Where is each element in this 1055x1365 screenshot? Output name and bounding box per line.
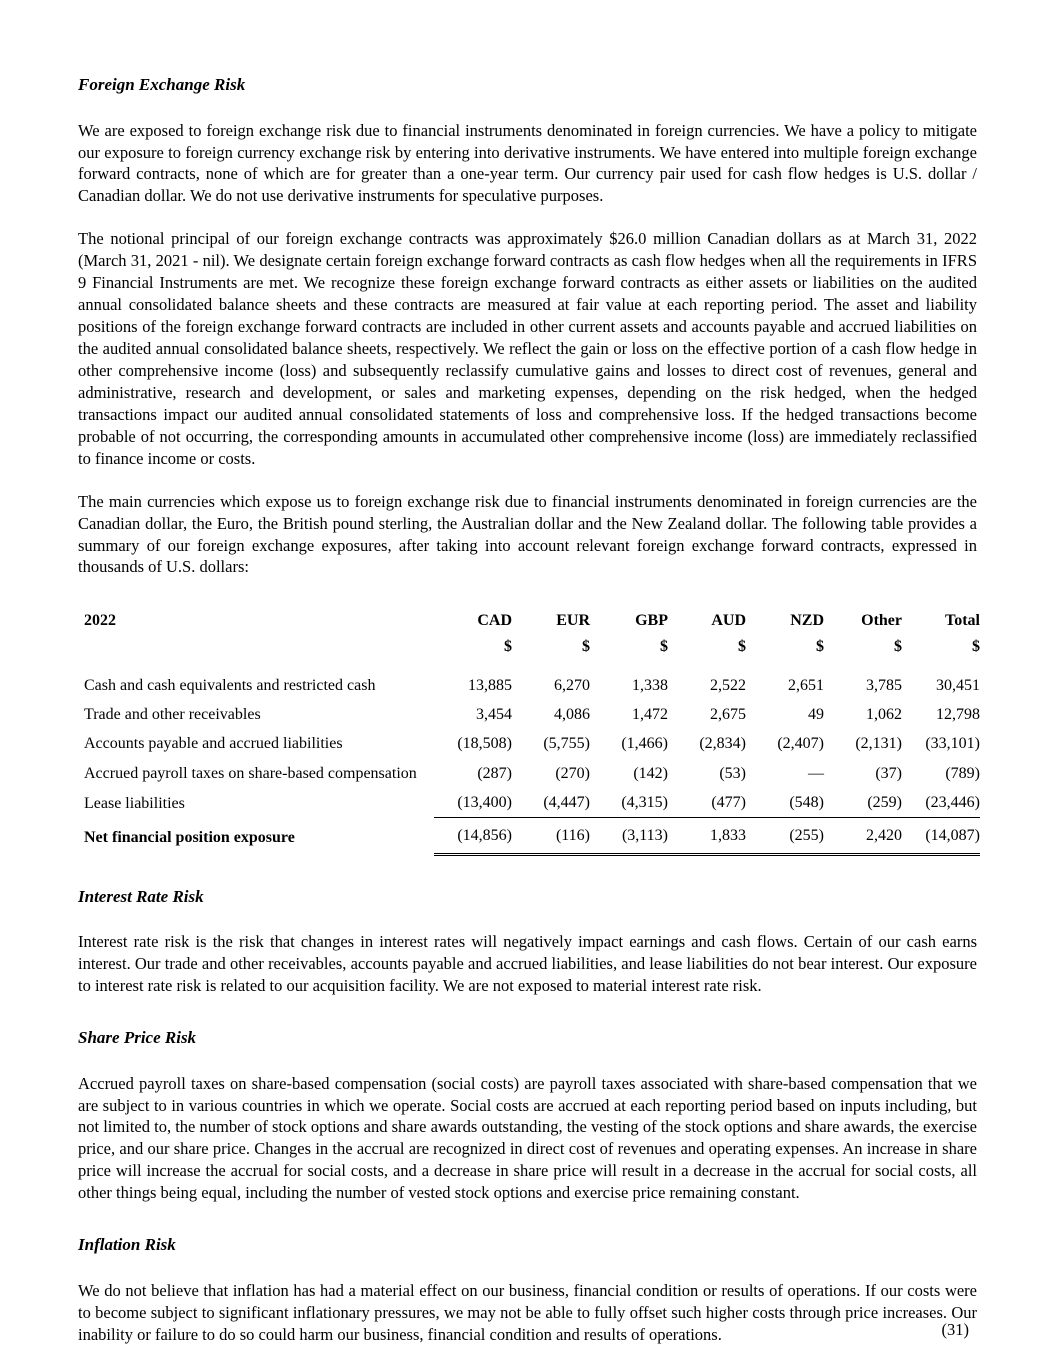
table-row-cash <box>78 671 980 700</box>
cell-value: (477) <box>668 788 746 818</box>
cell-value: 13,885 <box>468 676 512 694</box>
cell-value: (548) <box>746 788 824 818</box>
cell-value: (14,856) <box>434 818 512 854</box>
cell-value: — <box>808 764 824 782</box>
cell-value: (116) <box>512 818 590 854</box>
currency-symbol: $ <box>738 637 746 655</box>
cell-value: 2,522 <box>710 676 746 694</box>
cell-value: (270) <box>555 764 590 782</box>
cell-value: 49 <box>808 706 824 724</box>
cell-value: 2,420 <box>824 818 902 854</box>
currency-symbol: $ <box>972 637 980 655</box>
cell-value: (2,834) <box>699 735 746 753</box>
currency-symbol: $ <box>894 637 902 655</box>
table-currency-row <box>78 636 980 671</box>
column-header-nzd: NZD <box>790 612 824 630</box>
row-label: Accounts payable and accrued liabilities <box>84 735 343 753</box>
cell-value: (3,113) <box>590 818 668 854</box>
cell-value: 1,338 <box>632 676 668 694</box>
cell-value: (789) <box>945 764 980 782</box>
cell-value: 2,675 <box>710 706 746 724</box>
cell-value: (255) <box>746 818 824 854</box>
column-header-aud: AUD <box>711 612 746 630</box>
fx-exposure-table <box>78 606 980 855</box>
cell-value: 4,086 <box>554 706 590 724</box>
empty-cell <box>78 636 434 671</box>
cell-value: (5,755) <box>543 735 590 753</box>
paragraph-fx-2: The notional principal of our foreign exchange contracts was approximately $26.0 million Canadian dollars as at March 31, 2022 (March 31, 2021 - nil). We designate certain foreign exchange forward contracts as cash flow hedges when all the requirements in IFRS 9 Financial Instruments are met. We recognize these foreign exchange forward contracts as either assets or liabilities on the audited annual consolidated balance sheets and these contracts are measured at fair value at each reporting period. The asset and liability positions of the foreign exchange forward contracts are included in other current assets and accounts payable and accrued liabilities on the audited annual consolidated balance sheets, respectively. We reflect the gain or loss on the effective portion of a cash flow hedge in other comprehensive income (loss) and subsequently reclassify cumulative gains and losses to direct cost of revenues, general and administrative, research and development, or sales and marketing expenses, depending on the risk hedged, when the hedged transactions impact our audited annual consolidated statements of loss and comprehensive loss. If the hedged transactions become probable of not occurring, the corresponding amounts in accumulated other comprehensive income (loss) are immediately reclassified to finance income or costs. <box>78 229 977 468</box>
cell-value: (1,466) <box>621 735 668 753</box>
row-label: Accrued payroll taxes on share-based compensation <box>84 764 417 782</box>
currency-symbol: $ <box>582 637 590 655</box>
section-heading-inflation-risk: Inflation Risk <box>78 1235 176 1255</box>
cell-value: 6,270 <box>554 676 590 694</box>
currency-symbol: $ <box>504 637 512 655</box>
cell-value: (259) <box>824 788 902 818</box>
cell-value: (33,101) <box>925 735 980 753</box>
cell-value: (4,447) <box>512 788 590 818</box>
cell-value: (142) <box>633 764 668 782</box>
cell-value: 3,454 <box>476 706 512 724</box>
column-header-gbp: GBP <box>635 612 668 630</box>
row-label: Net financial position exposure <box>84 828 295 846</box>
cell-value: 30,451 <box>936 676 980 694</box>
table-year-header: 2022 <box>84 612 116 630</box>
currency-symbol: $ <box>816 637 824 655</box>
paragraph-fx-1: We are exposed to foreign exchange risk due to financial instruments denominated in foreign currencies. We have a policy to mitigate our exposure to foreign currency exchange risk by entering into derivative instruments. We have entered into multiple foreign exchange forward contracts, none of which are for greater than a one-year term. Our currency pair used for cash flow hedges is U.S. dollar / Canadian dollar. We do not use derivative instruments for speculative purposes. <box>78 120 977 206</box>
cell-value: (37) <box>875 764 902 782</box>
cell-value: (4,315) <box>590 788 668 818</box>
table-header-row <box>78 606 980 635</box>
cell-value: 1,472 <box>632 706 668 724</box>
cell-value: (13,400) <box>434 788 512 818</box>
section-heading-foreign-exchange-risk: Foreign Exchange Risk <box>78 75 246 94</box>
column-header-eur: EUR <box>556 612 590 630</box>
paragraph-share-1: Accrued payroll taxes on share-based compensation (social costs) are payroll taxes associated with share-based compensation that we are subject to in various countries in which we operate. Social costs are accrued at each reporting period based on inputs including, but not limited to, the number of stock options and share awards outstanding, the vesting of the stock options and share awards, the exercise price, and our share price. Changes in the accrual are recognized in direct cost of revenues and operating expenses. An increase in share price will increase the accrual for social costs, and a decrease in share price will result in a decrease in the accrual for social costs, all other things being equal, including the number of vested stock options and exercise price remaining constant. <box>78 1073 977 1203</box>
table-row-receivables <box>78 700 980 729</box>
section-heading-share-price-risk: Share Price Risk <box>78 1027 197 1047</box>
cell-value: (2,131) <box>855 735 902 753</box>
table-row-payroll-taxes <box>78 759 980 788</box>
cell-value: (287) <box>477 764 512 782</box>
cell-value: (23,446) <box>902 788 980 818</box>
row-label: Cash and cash equivalents and restricted cash <box>84 676 376 694</box>
cell-value: (14,087) <box>902 818 980 854</box>
cell-value: (18,508) <box>457 735 512 753</box>
cell-value: (2,407) <box>777 735 824 753</box>
cell-value: (53) <box>719 764 746 782</box>
fx-exposure-table-container <box>78 606 980 855</box>
cell-value: 2,651 <box>788 676 824 694</box>
paragraph-fx-3: The main currencies which expose us to foreign exchange risk due to financial instruments denominated in foreign currencies are the Canadian dollar, the Euro, the British pound sterling, the Australian dollar and the New Zealand dollar. The following table provides a summary of our foreign exchange exposures, after taking into account relevant foreign exchange forward contracts, expressed in thousands of U.S. dollars: <box>78 491 977 577</box>
paragraph-interest-1: Interest rate risk is the risk that changes in interest rates will negatively impact earnings and cash flows. Certain of our cash earns interest. Our trade and other receivables, accounts payable and accrued liabilities, and lease liabilities do not bear interest. Our exposure to interest rate risk is related to our acquisition facility. We are not exposed to material interest rate risk. <box>78 932 977 996</box>
column-header-other: Other <box>861 612 902 630</box>
table-row-lease-liabilities <box>78 788 980 818</box>
row-label: Trade and other receivables <box>84 706 261 724</box>
row-label: Lease liabilities <box>84 794 185 812</box>
table-row-payables <box>78 729 980 758</box>
cell-value: 3,785 <box>866 676 902 694</box>
cell-value: 12,798 <box>936 706 980 724</box>
page-number: (31) <box>941 1320 969 1340</box>
section-heading-interest-rate-risk: Interest Rate Risk <box>78 886 204 906</box>
paragraph-inflation-1: We do not believe that inflation has had a material effect on our business, financial condition or results of operations. If our costs were to become subject to significant inflationary pressures, we may not be able to fully offset such higher costs through price increases. Our inability or failure to do so could harm our business, financial condition and results of operations. <box>78 1280 977 1344</box>
cell-value: 1,062 <box>866 706 902 724</box>
column-header-cad: CAD <box>477 612 512 630</box>
cell-value: 1,833 <box>668 818 746 854</box>
currency-symbol: $ <box>660 637 668 655</box>
table-row-net-position <box>78 818 980 854</box>
column-header-total: Total <box>945 612 980 630</box>
